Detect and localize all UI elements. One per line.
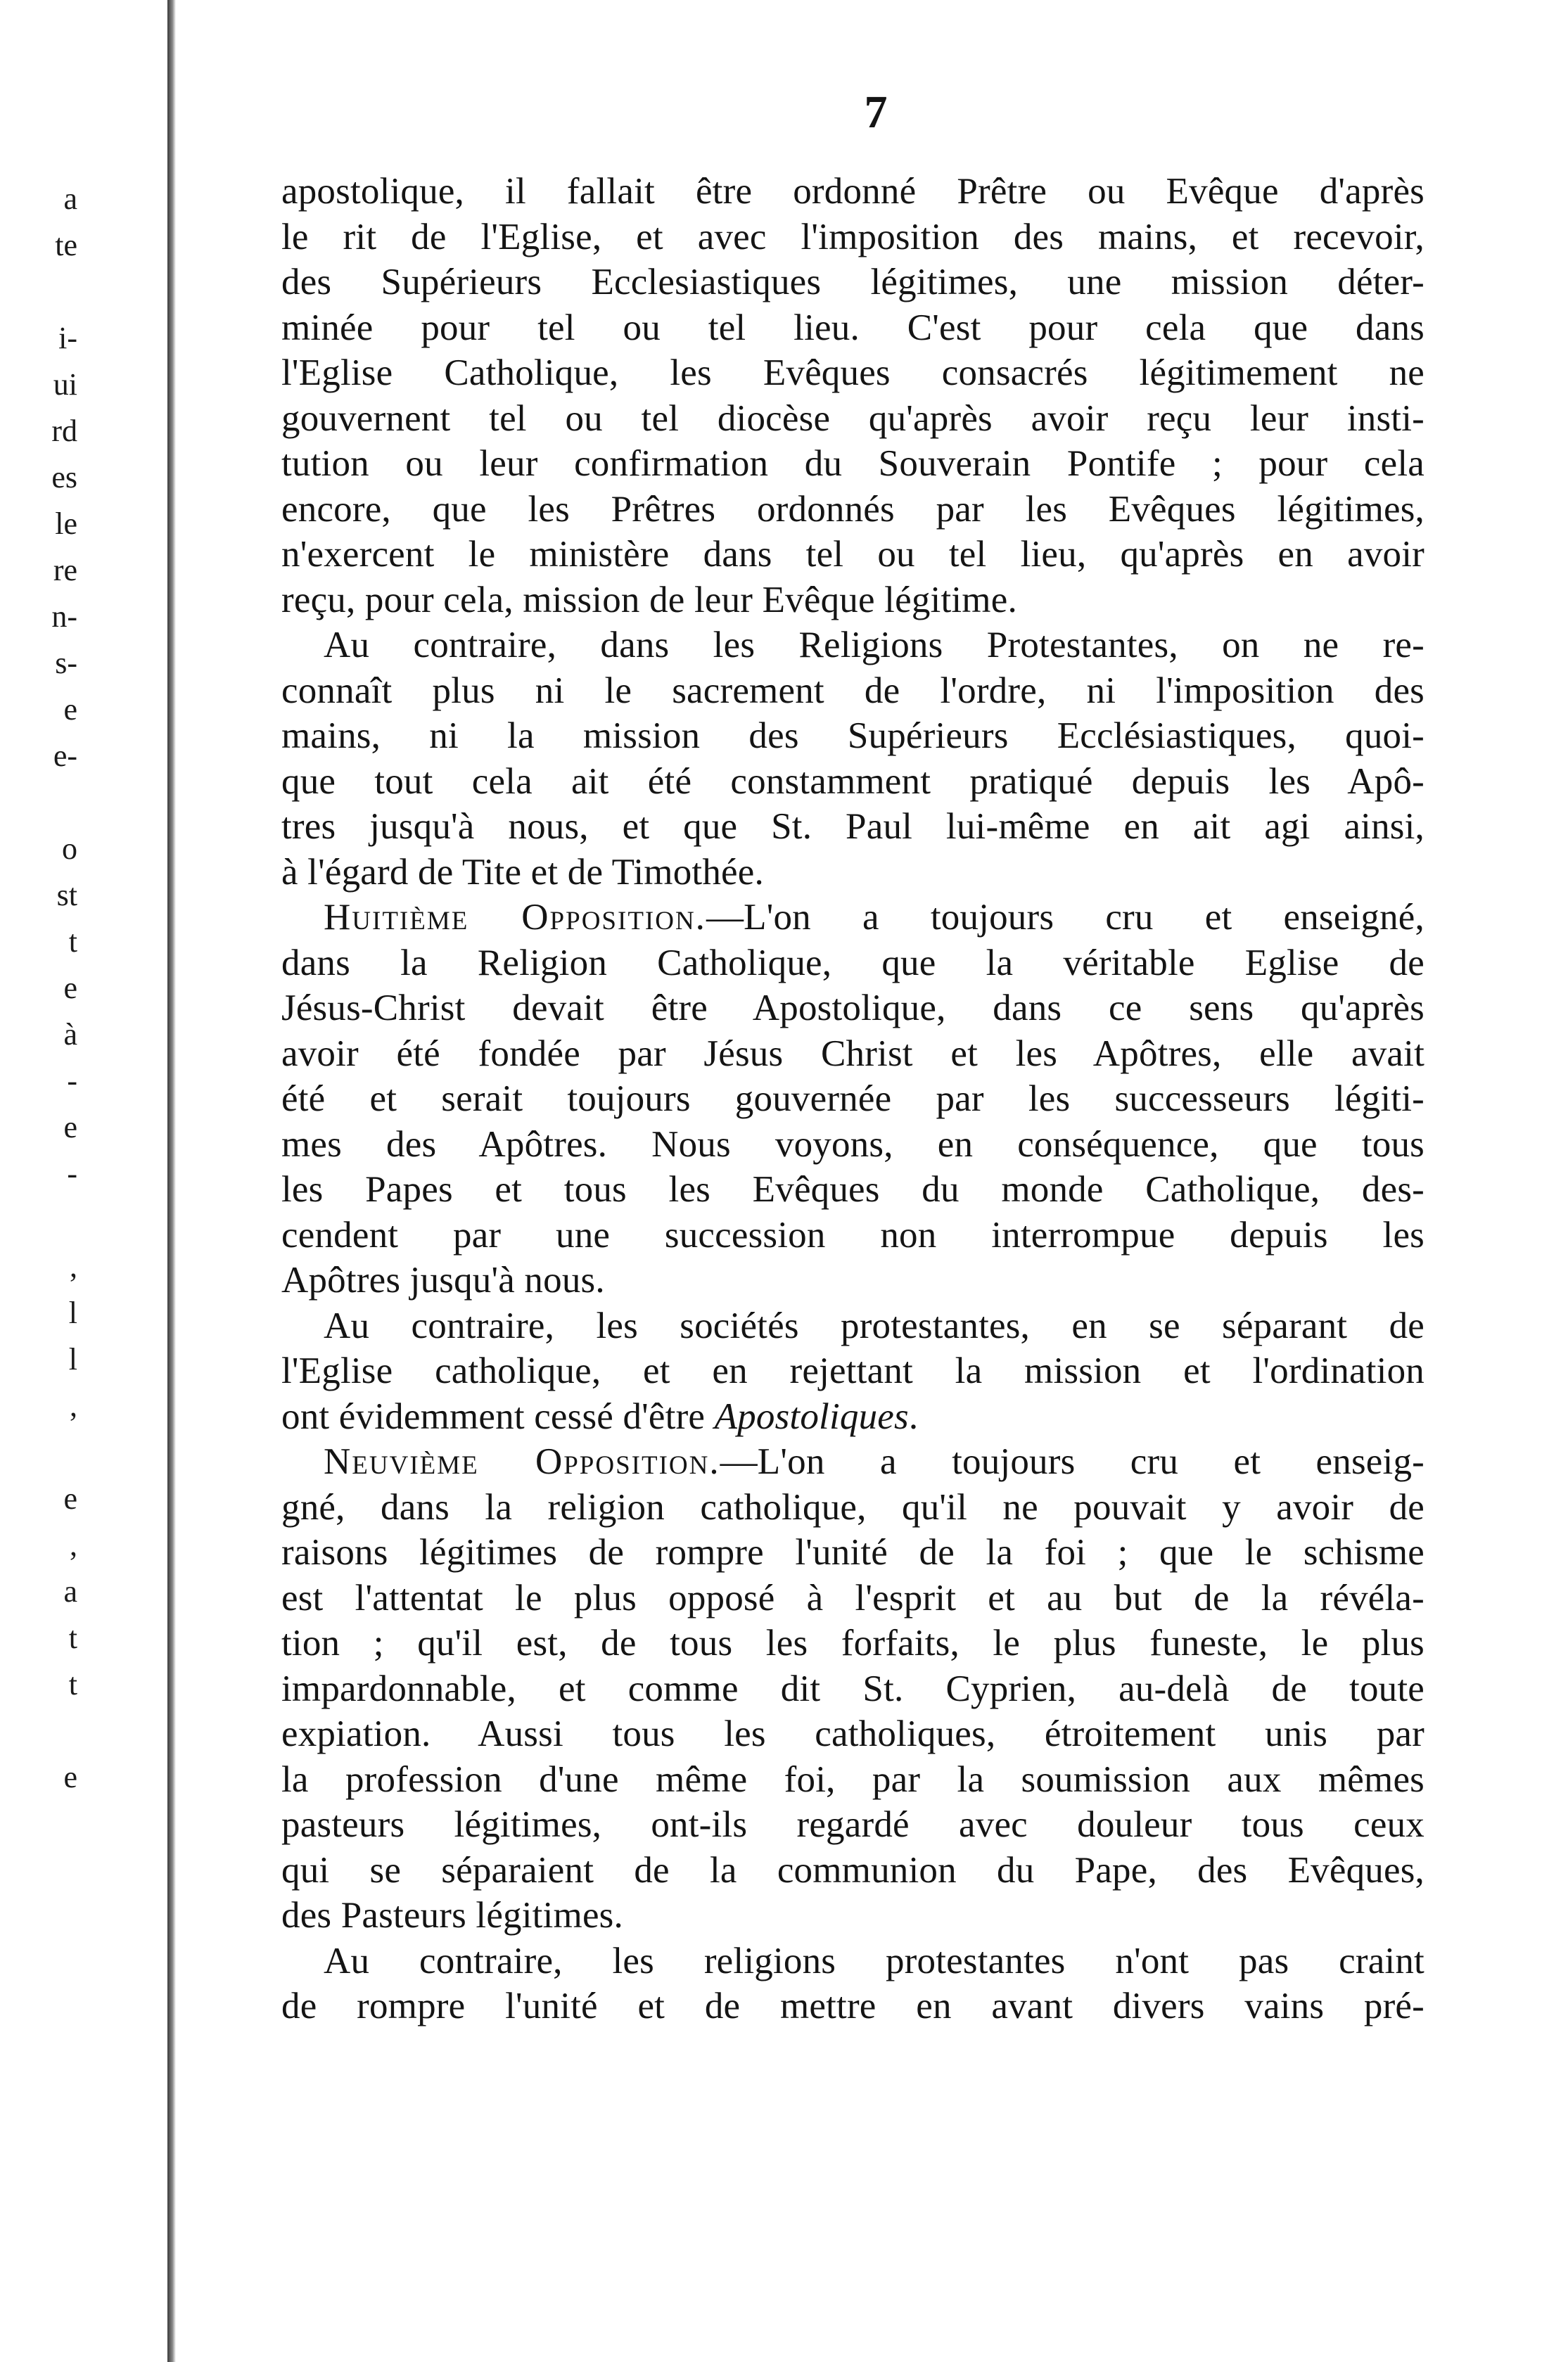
- facing-fragment: s-: [55, 646, 77, 680]
- line-text: dans la Religion Catholique, que la véritable Eglise de: [281, 942, 1424, 983]
- line-text: cendent par une succession non interrompue depuis les: [281, 1214, 1424, 1256]
- line-text: —L'on a toujours cru et enseigné,: [706, 897, 1424, 938]
- line-text: la profession d'une même foi, par la soumission aux mêmes: [281, 1758, 1424, 1800]
- facing-fragment: e: [63, 971, 77, 1005]
- facing-fragment: ui: [53, 367, 77, 402]
- facing-fragment: o: [62, 831, 77, 866]
- facing-fragment: t: [68, 1621, 77, 1655]
- line-text: avoir été fondée par Jésus Christ et les Apôtres, elle avait: [281, 1033, 1424, 1074]
- line-text: tution ou leur confirmation du Souverain Pontife ; pour cela: [281, 443, 1424, 484]
- facing-fragment: e-: [53, 739, 77, 773]
- line-text: est l'attentat le plus opposé à l'esprit et au but de la révéla-: [281, 1577, 1424, 1619]
- facing-fragment: [0, 269, 77, 315]
- line-text: Au contraire, les sociétés protestantes, en se séparant de: [324, 1305, 1424, 1346]
- text-line: [281, 1802, 1424, 1848]
- facing-fragment: le: [55, 506, 77, 541]
- facing-fragment: a: [63, 181, 77, 216]
- facing-fragment: e: [63, 1760, 77, 1794]
- text-line: [281, 1303, 1424, 1349]
- facing-fragment: [0, 1708, 77, 1754]
- text-line: [281, 1076, 1424, 1122]
- line-text: gouvernent tel ou tel diocèse qu'après avoir reçu leur insti-: [281, 397, 1424, 439]
- facing-fragment: t: [68, 1667, 77, 1702]
- text-line: [281, 487, 1424, 532]
- facing-fragment: re: [53, 553, 77, 587]
- text-line: [281, 577, 1424, 623]
- section-heading: Neuvième Opposition.: [324, 1441, 720, 1482]
- line-text: l'Eglise catholique, et en rejettant la mission et l'ordination: [281, 1351, 1424, 1391]
- text-line: [281, 1031, 1424, 1077]
- line-text: les Papes et tous les Evêques du monde Catholique, des-: [281, 1169, 1424, 1210]
- line-text: n'exercent le ministère dans tel ou tel lieu, qu'après en avoir: [281, 534, 1424, 575]
- text-line: [281, 305, 1424, 351]
- line-text: le rit de l'Eglise, et avec l'imposition des mains, et recevoir,: [281, 216, 1424, 257]
- text-line: [281, 1258, 1424, 1303]
- line-text: Au contraire, les religions protestantes n'ont pas craint: [324, 1940, 1424, 1981]
- facing-fragment: -: [67, 1156, 77, 1191]
- facing-fragment: [0, 1429, 77, 1476]
- text-line: [281, 804, 1424, 850]
- text-line: [281, 1984, 1424, 2029]
- facing-fragment: rd: [51, 414, 77, 448]
- line-text: reçu, pour cela, mission de leur Evêque légitime.: [281, 579, 1017, 620]
- line-text: des Pasteurs légitimes.: [281, 1895, 623, 1936]
- text-line: [281, 1939, 1424, 1984]
- text-line: [281, 623, 1424, 668]
- line-text: des Supérieurs Ecclesiastiques légitimes, une mission déter-: [281, 262, 1424, 302]
- text-line: [281, 1530, 1424, 1576]
- text-line: [281, 985, 1424, 1031]
- line-text: connaît plus ni le sacrement de l'ordre, ni l'imposition des: [281, 670, 1424, 711]
- text-line: [281, 396, 1424, 442]
- facing-page-fragments: [0, 176, 77, 1801]
- facing-page-margin: [0, 0, 167, 2362]
- facing-fragment: ,: [70, 1389, 77, 1423]
- facing-fragment: t: [68, 924, 77, 959]
- facing-fragment: st: [56, 878, 77, 912]
- page-number: 7: [864, 87, 888, 138]
- line-text: —L'on a toujours cru et enseig-: [720, 1441, 1424, 1482]
- facing-fragment: te: [55, 228, 77, 262]
- text-line: [281, 1213, 1424, 1258]
- facing-fragment: ,: [70, 1249, 77, 1284]
- facing-fragment: l: [68, 1342, 77, 1377]
- text-line: [281, 1485, 1424, 1531]
- italic-term: Apostoliques: [714, 1396, 909, 1437]
- line-text: raisons légitimes de rompre l'unité de la foi ; que le schisme: [281, 1532, 1424, 1573]
- text-line: [281, 1848, 1424, 1894]
- text-line: [281, 1167, 1424, 1213]
- text-line: [281, 895, 1424, 940]
- line-text: Apôtres jusqu'à nous.: [281, 1260, 605, 1301]
- text-line: [281, 1621, 1424, 1666]
- line-text: mes des Apôtres. Nous voyons, en conséquence, que tous: [281, 1123, 1424, 1165]
- line-text: de rompre l'unité et de mettre en avant divers vains pré-: [281, 1986, 1424, 2026]
- text-line: ont évidemment cessé d'être Apostoliques.: [281, 1396, 919, 1437]
- line-text: encore, que les Prêtres ordonnés par les Evêques légitimes,: [281, 488, 1424, 530]
- text-line: [281, 1439, 1424, 1485]
- facing-fragment: ,: [70, 1528, 77, 1562]
- line-text: ont évidemment cessé d'être: [281, 1396, 706, 1437]
- text-line: [281, 1348, 1424, 1394]
- text-line: [281, 850, 1424, 895]
- text-line: [281, 350, 1424, 396]
- line-text: impardonnable, et comme dit St. Cyprien, au-delà de toute: [281, 1668, 1424, 1709]
- line-text: apostolique, il fallait être ordonné Prêtre ou Evêque d'après: [281, 171, 1424, 212]
- text-line: [281, 1711, 1424, 1757]
- line-text: tion ; qu'il est, de tous les forfaits, le plus funeste, le plus: [281, 1623, 1424, 1664]
- text-line: [281, 1666, 1424, 1712]
- text-line: [281, 713, 1424, 759]
- line-text: minée pour tel ou tel lieu. C'est pour cela que dans: [281, 307, 1424, 348]
- facing-fragment: i-: [58, 321, 77, 355]
- facing-fragment: a: [63, 1574, 77, 1609]
- line-text: que tout cela ait été constamment pratiqué depuis les Apô-: [281, 760, 1424, 802]
- text-line: [281, 668, 1424, 714]
- text-line: [281, 441, 1424, 487]
- facing-fragment: es: [51, 460, 77, 494]
- facing-fragment: e: [63, 1481, 77, 1516]
- text-line: [281, 260, 1424, 305]
- facing-fragment: e: [63, 1110, 77, 1144]
- text-line: [281, 1576, 1424, 1621]
- line-text: pasteurs légitimes, ont-ils regardé avec douleur tous ceux: [281, 1804, 1424, 1845]
- book-gutter-shadow: [167, 0, 176, 2362]
- text-line: [281, 940, 1424, 986]
- line-text: à l'égard de Tite et de Timothée.: [281, 851, 764, 893]
- facing-fragment: l: [68, 1296, 77, 1330]
- body-text: [281, 169, 1424, 2029]
- line-text: expiation. Aussi tous les catholiques, étroitement unis par: [281, 1713, 1424, 1754]
- text-line: [281, 215, 1424, 260]
- section-heading: Huitième Opposition.: [324, 897, 706, 938]
- text-line: [281, 759, 1424, 805]
- text-line: [281, 1122, 1424, 1168]
- line-text: l'Eglise Catholique, les Evêques consacrés légitimement ne: [281, 352, 1424, 393]
- text-line: [281, 1893, 1424, 1939]
- text-line: [281, 1757, 1424, 1803]
- facing-fragment: à: [63, 1017, 77, 1052]
- facing-fragment: -: [67, 1064, 77, 1098]
- facing-fragment: [0, 779, 77, 826]
- line-text: Au contraire, dans les Religions Protestantes, on ne re-: [324, 625, 1424, 665]
- line-text: mains, ni la mission des Supérieurs Ecclésiastiques, quoi-: [281, 715, 1424, 756]
- line-text: Jésus-Christ devait être Apostolique, dans ce sens qu'après: [281, 988, 1424, 1028]
- text-line: [281, 532, 1424, 577]
- facing-fragment: [0, 1197, 77, 1244]
- line-text: qui se séparaient de la communion du Pape, des Evêques,: [281, 1849, 1424, 1891]
- line-text: tres jusqu'à nous, et que St. Paul lui-même en ait agi ainsi,: [281, 806, 1424, 847]
- facing-fragment: n-: [51, 599, 77, 634]
- text-line: [281, 169, 1424, 215]
- line-text: gné, dans la religion catholique, qu'il ne pouvait y avoir de: [281, 1486, 1424, 1528]
- facing-fragment: e: [63, 692, 77, 727]
- line-text: été et serait toujours gouvernée par les successeurs légiti-: [281, 1078, 1424, 1119]
